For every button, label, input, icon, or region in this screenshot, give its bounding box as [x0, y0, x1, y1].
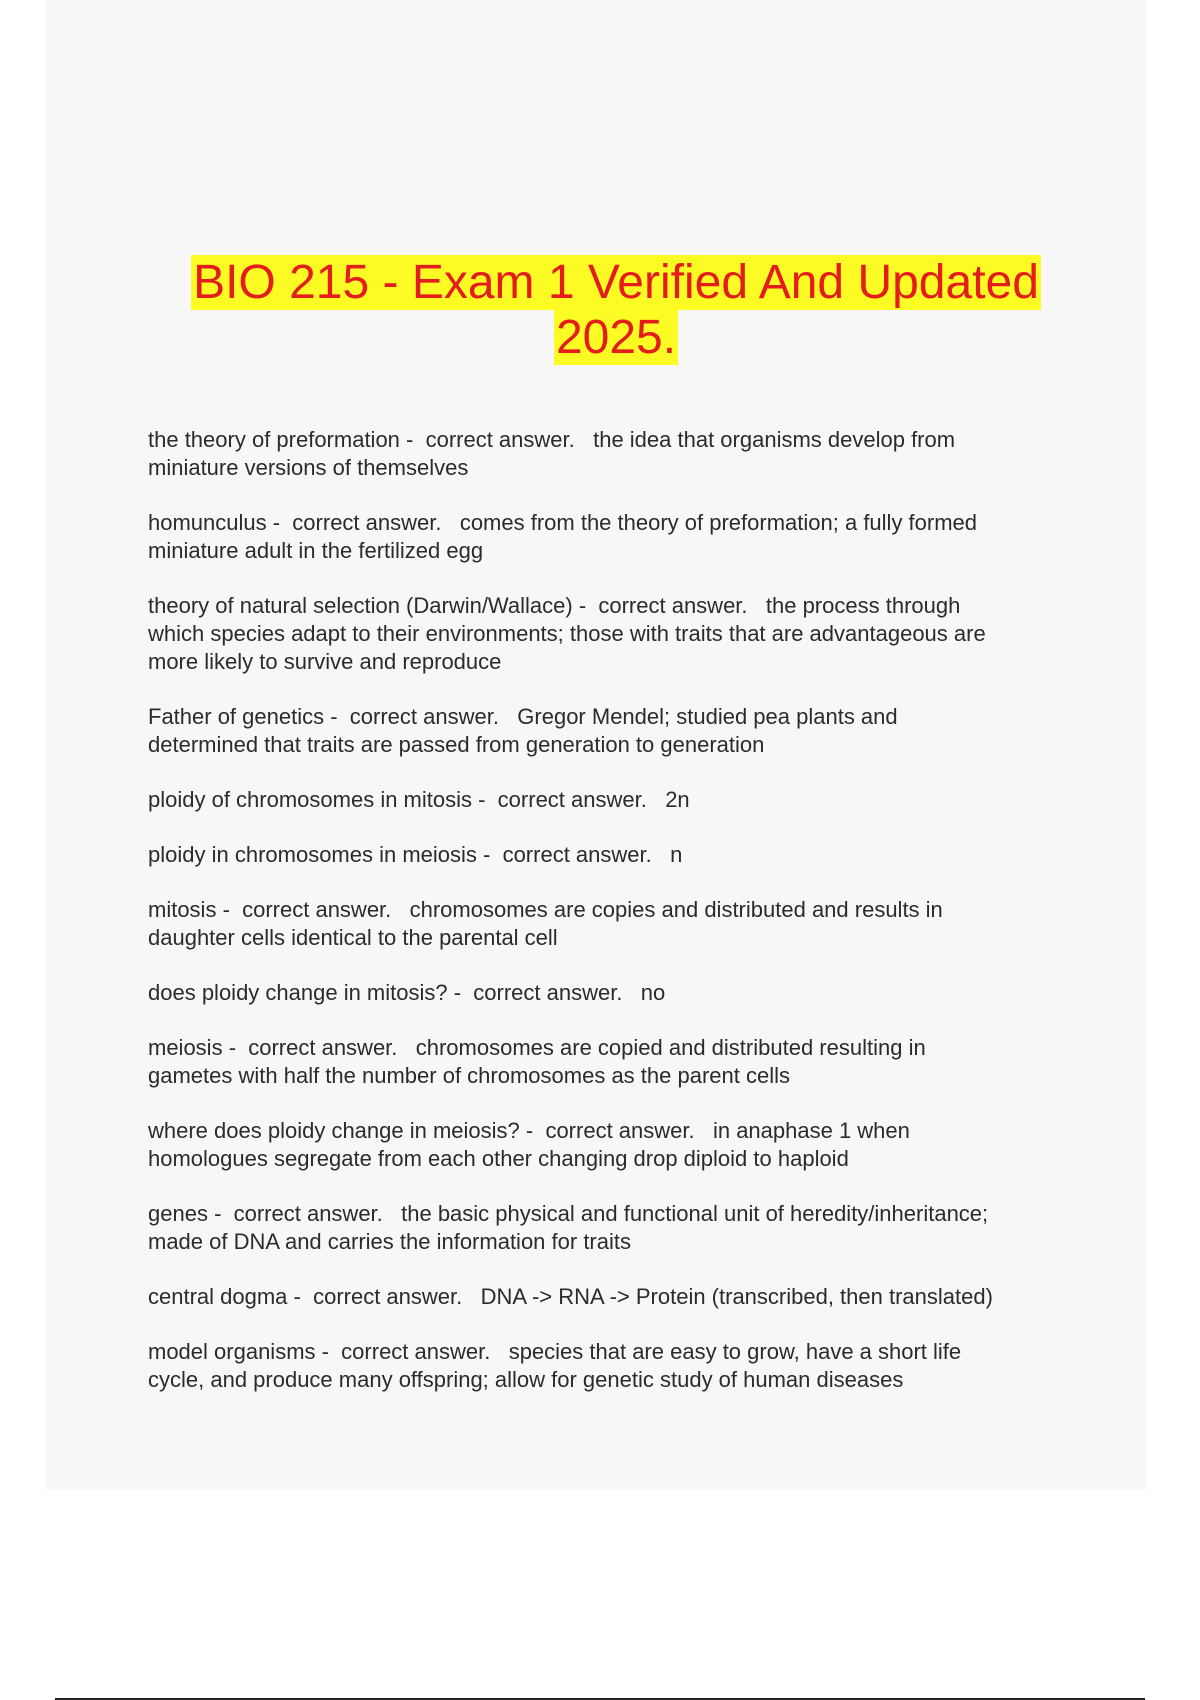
correct-answer-label: - correct answer.	[447, 980, 641, 1005]
qa-item	[148, 509, 1078, 565]
correct-answer-label: - correct answer.	[315, 1339, 509, 1364]
qa-term: meiosis	[148, 1035, 223, 1060]
qa-answer: 2n	[665, 787, 690, 812]
correct-answer-label: - correct answer.	[222, 1035, 416, 1060]
qa-item	[148, 841, 1078, 869]
qa-item	[148, 1338, 1078, 1394]
qa-item	[148, 786, 1078, 814]
qa-answer: n	[670, 842, 683, 867]
qa-answer: the process through which species adapt to their environments; those with traits that are advantageous are more likely to survive and reproduce	[148, 593, 986, 674]
qa-item	[148, 1117, 1078, 1173]
qa-term: the theory of preformation	[148, 427, 400, 452]
qa-term: genes	[148, 1201, 208, 1226]
qa-answer: the idea that organisms develop from miniature versions of themselves	[148, 427, 956, 480]
qa-item	[148, 1283, 1078, 1311]
title-line-2: 2025.	[555, 311, 677, 364]
qa-term: central dogma	[148, 1284, 288, 1309]
correct-answer-label: - correct answer.	[324, 704, 518, 729]
qa-answer: chromosomes are copied and distributed resulting in gametes with half the number of chromosomes as the parent cells	[148, 1035, 926, 1088]
qa-term: ploidy in chromosomes in meiosis	[148, 842, 477, 867]
qa-answer: DNA -> RNA -> Protein (transcribed, then translated)	[480, 1284, 993, 1309]
qa-list	[148, 426, 1078, 1421]
title-line-1: BIO 215 - Exam 1 Verified And Updated	[193, 256, 1039, 309]
qa-term: mitosis	[148, 897, 217, 922]
qa-term: theory of natural selection (Darwin/Wallace)	[148, 593, 573, 618]
correct-answer-label: - correct answer.	[572, 593, 766, 618]
correct-answer-label: - correct answer.	[207, 1201, 402, 1226]
correct-answer-label: - correct answer.	[472, 787, 666, 812]
qa-term: ploidy of chromosomes in mitosis	[148, 787, 473, 812]
qa-term: where does ploidy change in meiosis?	[148, 1118, 520, 1143]
qa-item	[148, 592, 1078, 676]
qa-term: model organisms	[148, 1339, 316, 1364]
qa-item	[148, 1034, 1078, 1090]
qa-term: Father of genetics	[148, 704, 325, 729]
qa-item	[148, 1200, 1078, 1256]
qa-item	[148, 703, 1078, 759]
qa-answer: chromosomes are copies and distributed and results in daughter cells identical to the parental cell	[148, 897, 943, 950]
correct-answer-label: - correct answer.	[266, 510, 460, 535]
qa-answer: the basic physical and functional unit of heredity/inheritance; made of DNA and carries the information for traits	[148, 1201, 989, 1254]
qa-term: homunculus	[148, 510, 267, 535]
qa-answer: in anaphase 1 when homologues segregate from each other changing drop diploid to haploid	[148, 1118, 910, 1171]
correct-answer-label: - correct answer.	[519, 1118, 713, 1143]
qa-answer: Gregor Mendel; studied pea plants and determined that traits are passed from generation to generation	[148, 704, 898, 757]
qa-answer: species that are easy to grow, have a short life cycle, and produce many offspring; allow for genetic study of human diseases	[148, 1339, 962, 1392]
document-title	[0, 255, 1200, 365]
correct-answer-label: - correct answer.	[216, 897, 410, 922]
qa-answer: comes from the theory of preformation; a fully formed miniature adult in the fertilized egg	[148, 510, 978, 563]
qa-item	[148, 979, 1078, 1007]
correct-answer-label: - correct answer.	[399, 427, 594, 452]
qa-item	[148, 426, 1078, 482]
correct-answer-label: - correct answer.	[287, 1284, 481, 1309]
qa-answer: no	[640, 980, 666, 1005]
qa-item	[148, 896, 1078, 952]
correct-answer-label: - correct answer.	[476, 842, 671, 867]
qa-term: does ploidy change in mitosis?	[148, 980, 448, 1005]
